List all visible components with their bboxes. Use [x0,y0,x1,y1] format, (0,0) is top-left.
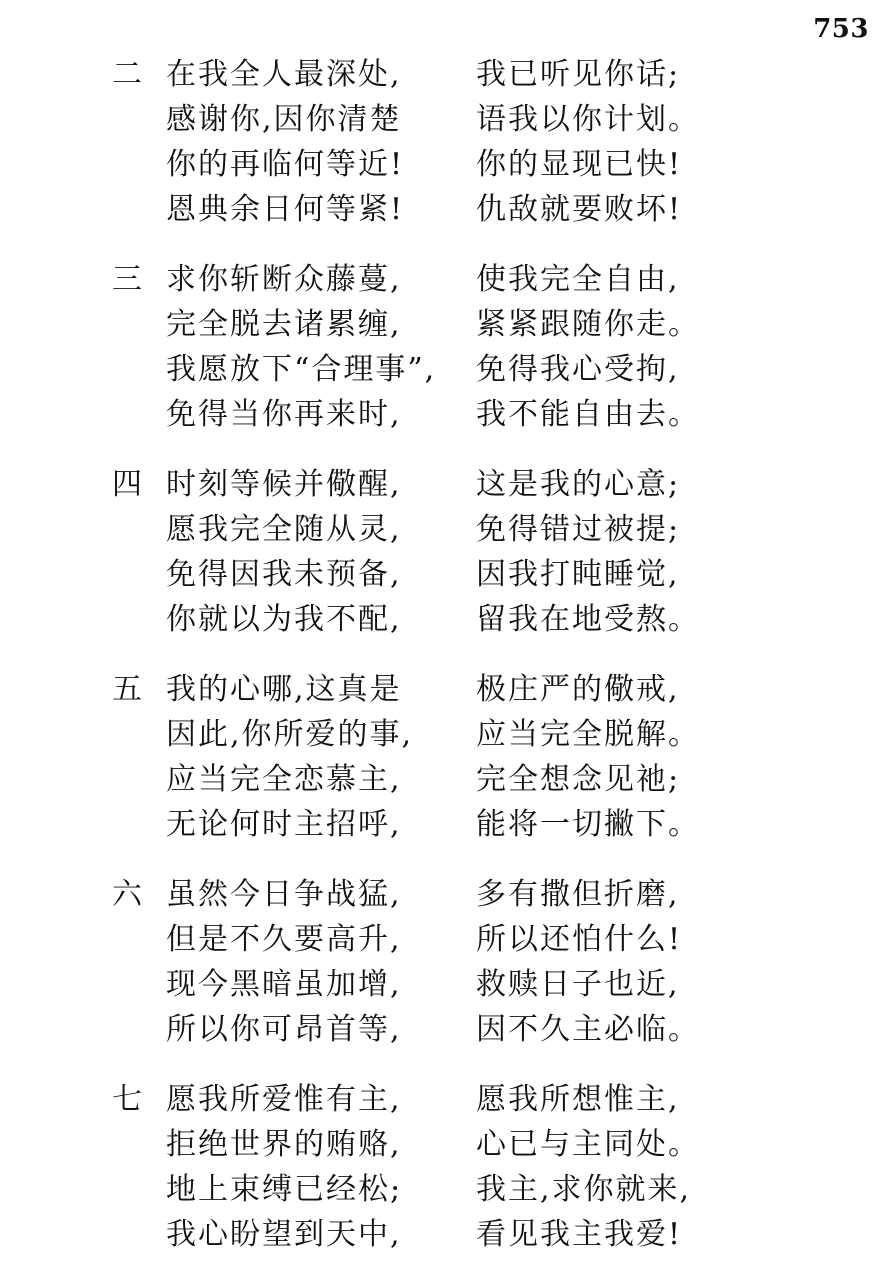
line-second-half: 免得我心受拘, [476,352,680,387]
stanza-line [0,962,885,1007]
line-second-half: 留我在地受熬。 [476,602,700,637]
line-first-half: 虽然今日争战猛, [166,877,402,912]
stanza-number: 六 [112,877,142,912]
line-second-half: 我主,求你就来, [476,1172,692,1207]
line-first-half: 求你斩断众藤蔓, [166,262,402,297]
stanza-line [0,347,885,392]
stanza-line [0,917,885,962]
line-first-half: 愿我所爱惟有主, [166,1082,402,1117]
line-second-half: 多有撒但折磨, [476,877,680,912]
stanza-line [0,187,885,232]
line-second-half: 紧紧跟随你走。 [476,307,700,342]
line-first-half: 地上束缚已经松; [166,1172,403,1207]
stanza [0,1077,885,1257]
line-second-half: 应当完全脱解。 [476,717,700,752]
line-second-half: 看见我主我爱! [476,1217,683,1252]
stanza-line [0,257,885,302]
stanza [0,667,885,847]
stanza-line [0,1212,885,1257]
line-second-half: 能将一切撇下。 [476,807,700,842]
stanza [0,462,885,642]
line-first-half: 我心盼望到天中, [166,1217,402,1252]
line-second-half: 我不能自由去。 [476,397,700,432]
stanza-number: 三 [112,262,142,297]
stanza-number: 四 [112,467,142,502]
stanza-line [0,802,885,847]
line-second-half: 救赎日子也近, [476,967,680,1002]
line-second-half: 完全想念见祂; [476,762,681,797]
line-first-half: 恩典余日何等紧! [166,192,405,227]
stanza-line [0,712,885,757]
line-second-half: 我已听见你话; [476,57,681,92]
stanza [0,872,885,1052]
page-number: 753 [813,14,869,44]
stanza-line [0,667,885,712]
stanza-line [0,1007,885,1052]
line-second-half: 心已与主同处。 [476,1127,700,1162]
line-second-half: 所以还怕什么! [476,922,683,957]
line-first-half: 你就以为我不配, [166,602,402,637]
line-second-half: 极庄严的儆戒, [476,672,680,707]
stanza-line [0,597,885,642]
stanza-line [0,872,885,917]
line-first-half: 完全脱去诸累缠, [166,307,402,342]
stanza-line [0,507,885,552]
line-second-half: 仇敌就要败坏! [476,192,683,227]
stanza-line [0,97,885,142]
stanza-number: 七 [112,1082,142,1117]
line-first-half: 无论何时主招呼, [166,807,402,842]
stanza-line [0,52,885,97]
line-first-half: 我的心哪,这真是 [166,672,402,707]
stanza-number: 五 [112,672,142,707]
line-first-half: 时刻等候并儆醒, [166,467,402,502]
stanza-number: 二 [112,57,142,92]
line-first-half: 应当完全恋慕主, [166,762,402,797]
line-second-half: 语我以你计划。 [476,102,700,137]
stanza-line [0,142,885,187]
stanza [0,52,885,232]
line-first-half: 但是不久要高升, [166,922,402,957]
stanza-line [0,1122,885,1167]
line-first-half: 免得当你再来时, [166,397,402,432]
line-second-half: 免得错过被提; [476,512,681,547]
line-first-half: 在我全人最深处, [166,57,402,92]
line-second-half: 愿我所想惟主, [476,1082,680,1117]
line-second-half: 你的显现已快! [476,147,683,182]
stanza [0,257,885,437]
stanza-line [0,462,885,507]
line-first-half: 因此,你所爱的事, [166,717,414,752]
stanza-line [0,757,885,802]
stanza-line [0,1167,885,1212]
line-first-half: 感谢你,因你清楚 [166,102,402,137]
line-first-half: 愿我完全随从灵, [166,512,402,547]
stanza-line [0,1077,885,1122]
line-first-half: 免得因我未预备, [166,557,402,592]
stanza-line [0,552,885,597]
line-second-half: 这是我的心意; [476,467,681,502]
line-first-half: 所以你可昂首等, [166,1012,402,1047]
line-second-half: 使我完全自由, [476,262,680,297]
hymn-stanzas [0,52,885,1282]
line-first-half: 你的再临何等近! [166,147,405,182]
line-second-half: 因不久主必临。 [476,1012,700,1047]
line-second-half: 因我打盹睡觉, [476,557,680,592]
line-first-half: 现今黑暗虽加增, [166,967,402,1002]
stanza-line [0,392,885,437]
line-first-half: 拒绝世界的贿赂, [166,1127,402,1162]
line-first-half: 我愿放下“合理事”, [166,352,437,387]
stanza-line [0,302,885,347]
